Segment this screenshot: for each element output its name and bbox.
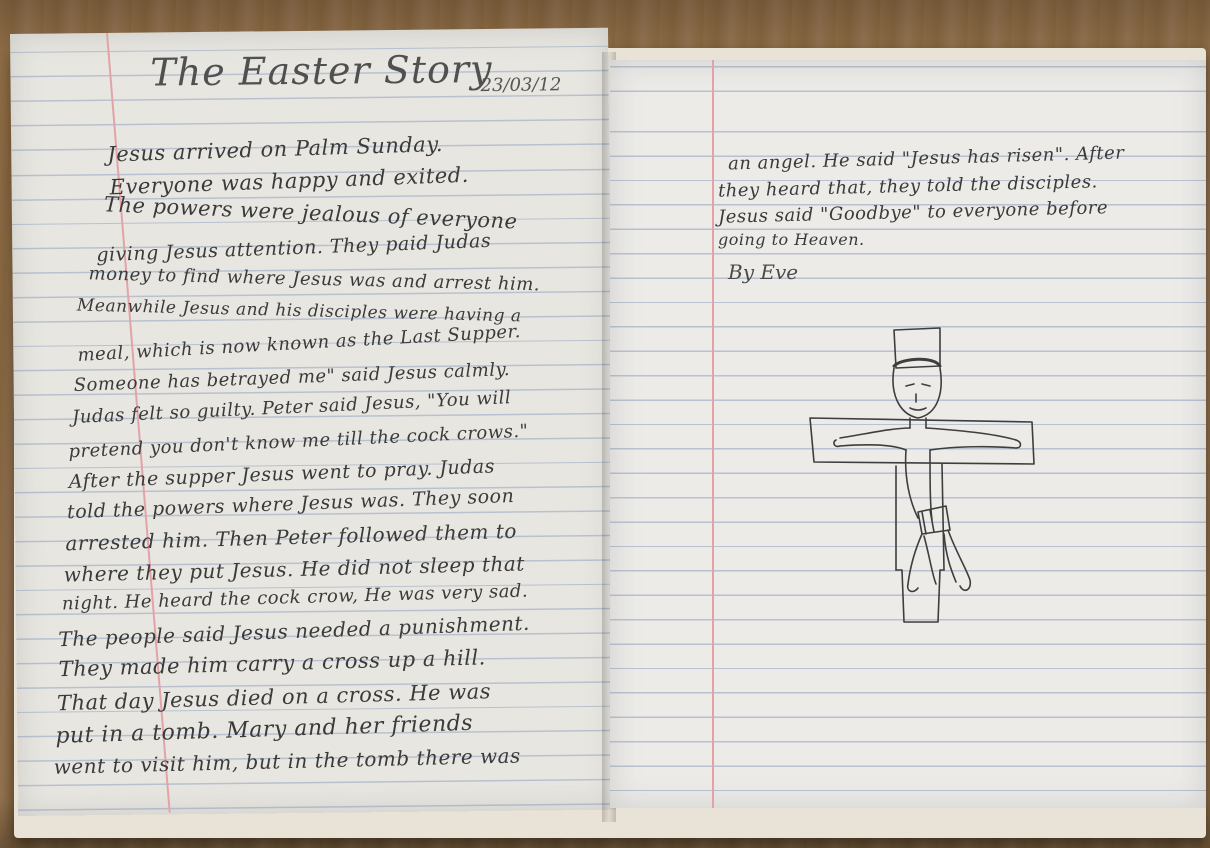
story-line: meal, which is now known as the Last Supper.: [77, 321, 522, 366]
page-title: The Easter Story: [150, 46, 493, 95]
story-line: told the powers where Jesus was. They soon: [66, 484, 515, 524]
story-line: went to visit him, but in the tomb there was: [53, 743, 522, 779]
story-line: arrested him. Then Peter followed them to: [65, 518, 518, 556]
story-line: an angel. He said "Jesus has risen". After: [727, 142, 1125, 175]
crucifix-drawing-icon: [806, 322, 1046, 632]
notebook: [6, 28, 1206, 828]
story-line: they heard that, they told the disciples.: [717, 171, 1099, 202]
story-line: night. He heard the cock crow, He was very sad.: [61, 580, 529, 615]
page-date: 23/03/12: [480, 74, 562, 97]
story-line: giving Jesus attention. They paid Judas: [95, 229, 492, 267]
story-line: They made him carry a cross up a hill.: [58, 645, 487, 682]
story-line: Jesus said "Goodbye" to everyone before: [717, 197, 1109, 228]
right-page: [610, 60, 1206, 808]
story-line: going to Heaven.: [718, 230, 865, 249]
story-line: Jesus arrived on Palm Sunday.: [106, 131, 444, 167]
story-line: Everyone was happy and exited.: [109, 162, 470, 200]
byline: By Eve: [728, 260, 799, 284]
story-line: Judas felt so guilty. Peter said Jesus, "You will: [71, 387, 512, 429]
right-margin-line: [712, 60, 714, 808]
story-line: Meanwhile Jesus and his disciples were having a: [76, 295, 522, 327]
story-line: Someone has betrayed me" said Jesus calmly.: [73, 359, 511, 397]
story-line: The powers were jealous of everyone: [103, 192, 518, 234]
story-line: put in a tomb. Mary and her friends: [55, 710, 474, 749]
story-line: pretend you don't know me till the cock crows.": [68, 420, 529, 463]
left-page: [10, 28, 616, 816]
story-line: where they put Jesus. He did not sleep that: [63, 551, 526, 587]
story-line: After the supper Jesus went to pray. Judas: [68, 455, 496, 493]
story-line: That day Jesus died on a cross. He was: [56, 679, 492, 716]
story-line: The people said Jesus needed a punishment.: [57, 610, 531, 652]
story-line: money to find where Jesus was and arrest him.: [88, 263, 541, 296]
